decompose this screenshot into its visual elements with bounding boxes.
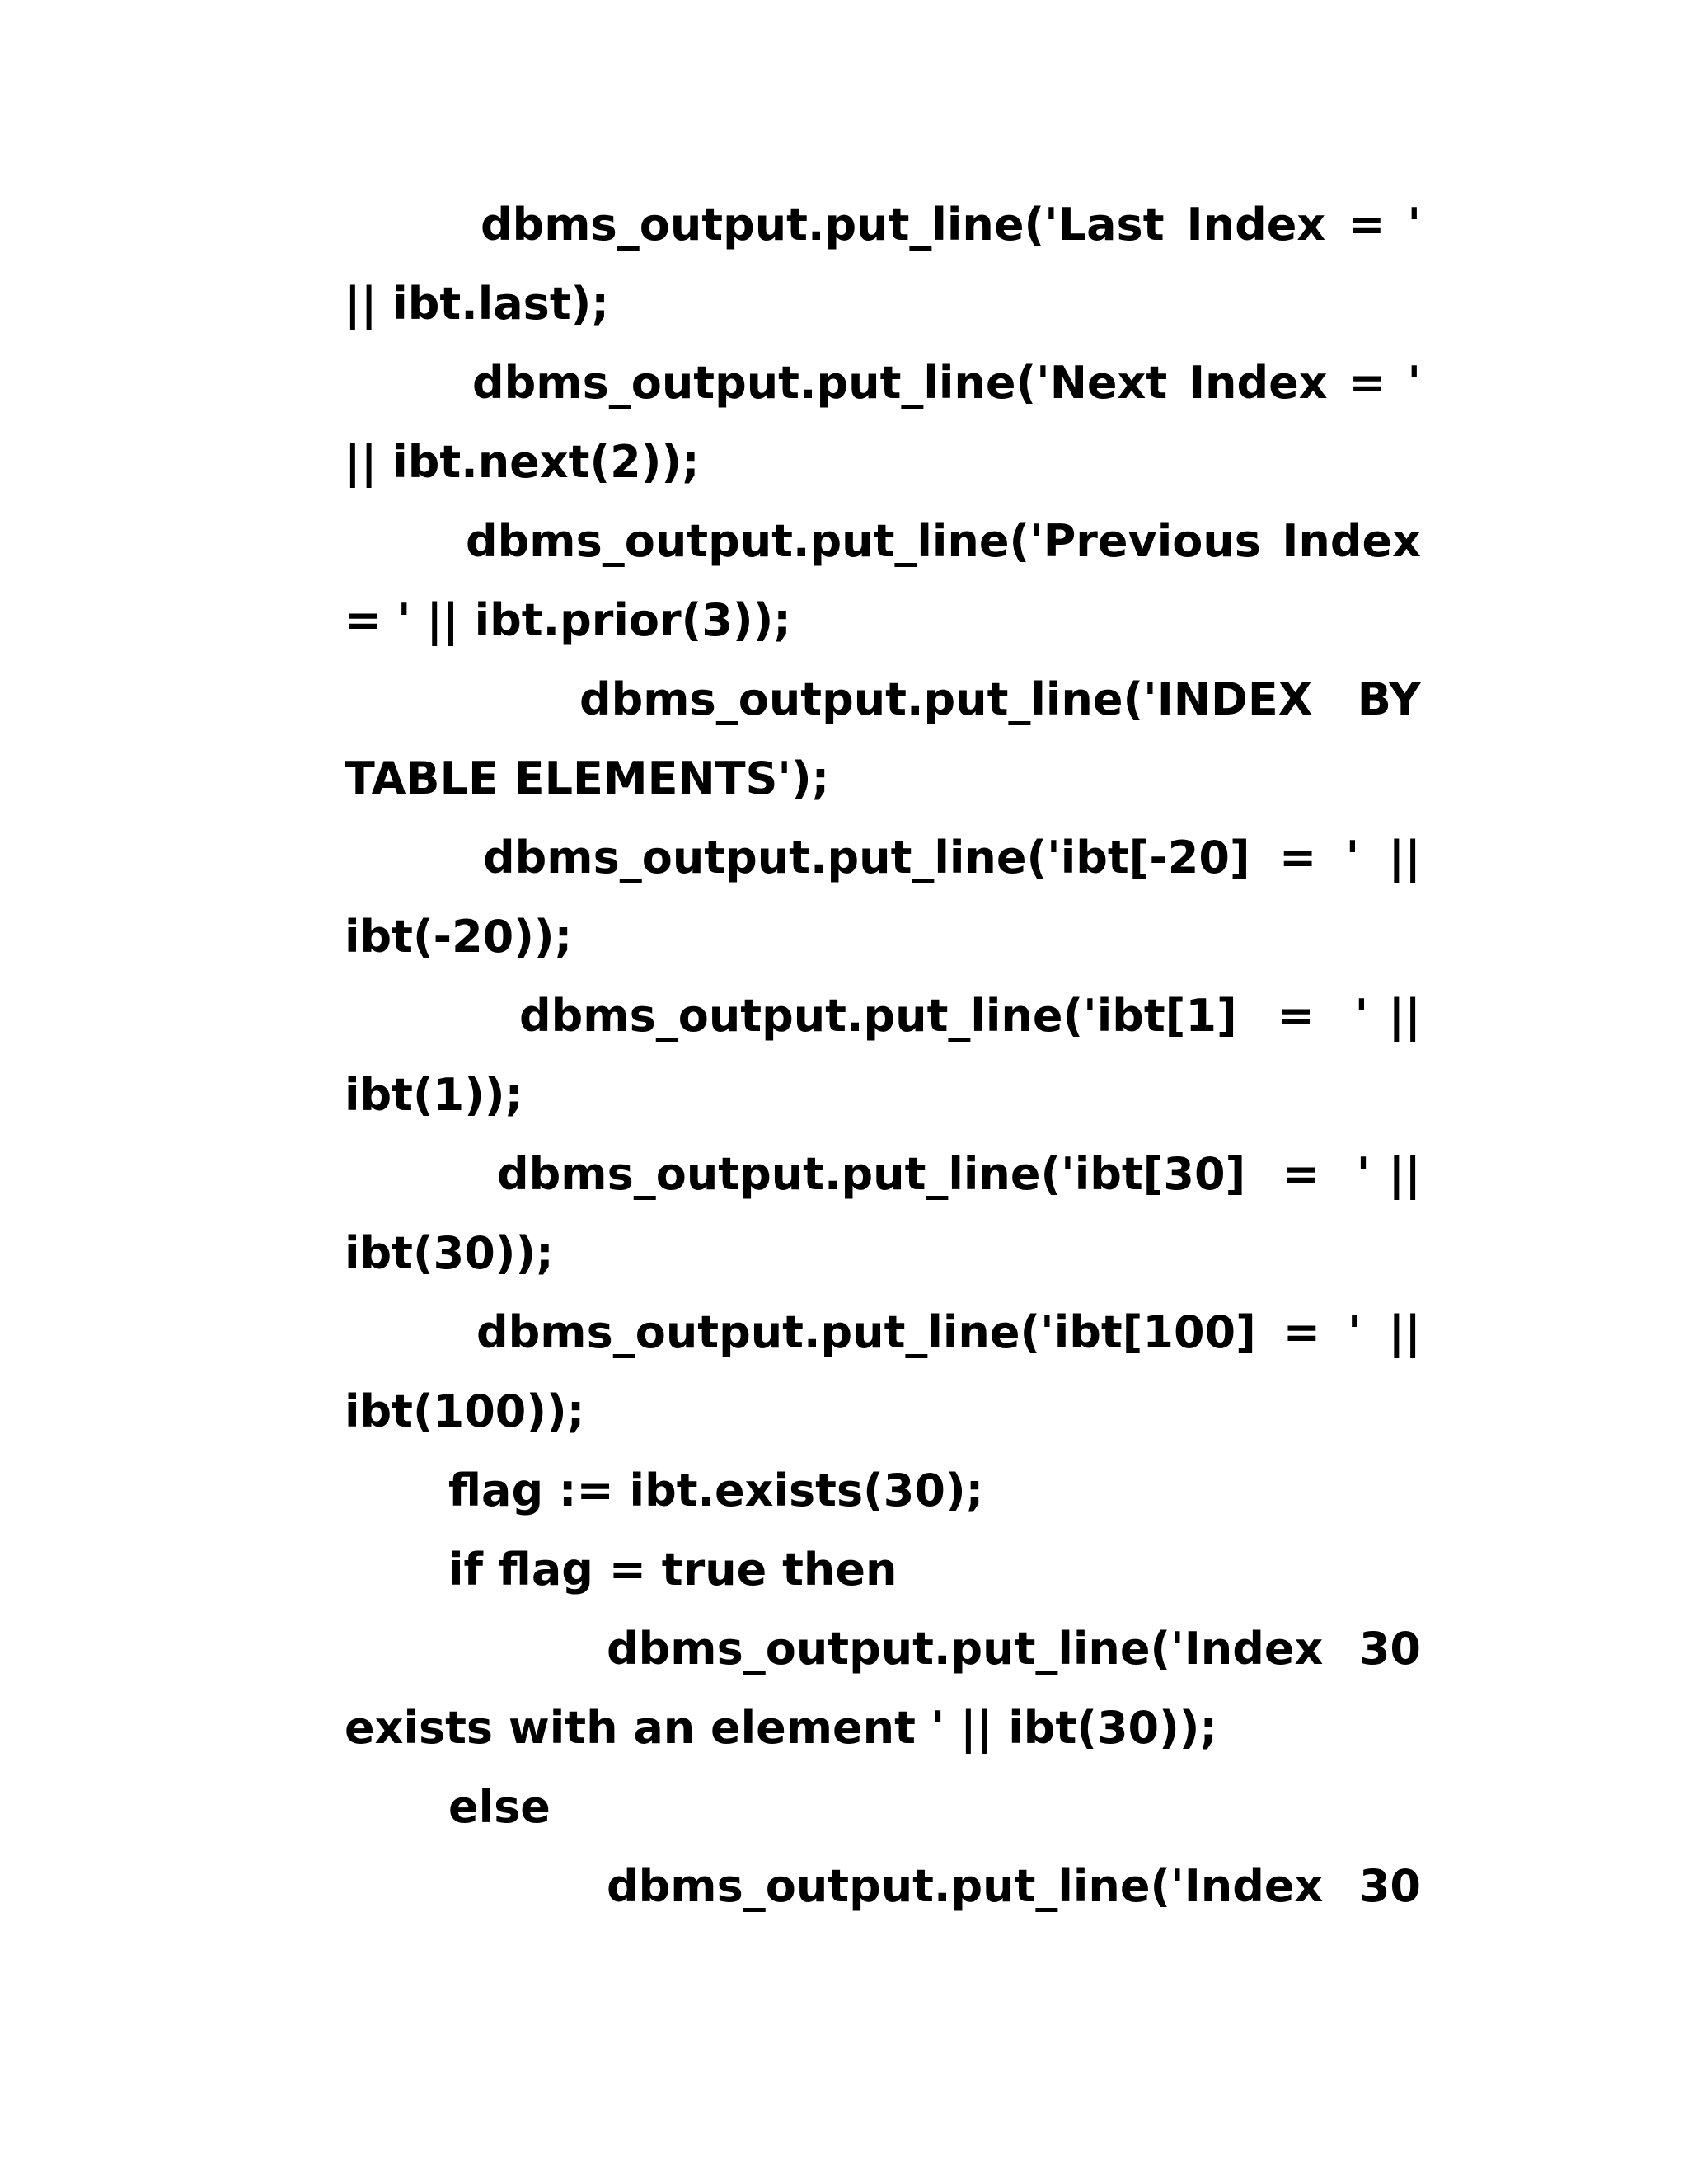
- code-line-9: dbms_output.put_line('ibt[-20] = ' ||: [483, 832, 1421, 883]
- code-line-8: TABLE ELEMENTS');: [345, 752, 830, 804]
- code-line-7: dbms_output.put_line('INDEX BY: [579, 673, 1421, 725]
- code-line-20: exists with an element ' || ibt(30));: [345, 1702, 1218, 1754]
- code-line-6: = ' || ibt.prior(3));: [345, 594, 791, 646]
- code-line-5: dbms_output.put_line('Previous Index: [466, 515, 1421, 567]
- code-line-4: || ibt.next(2));: [345, 436, 700, 488]
- code-line-21: else: [448, 1781, 551, 1833]
- code-line-22: dbms_output.put_line('Index 30: [607, 1860, 1421, 1912]
- code-line-16: ibt(100));: [345, 1385, 585, 1437]
- code-line-14: ibt(30));: [345, 1227, 554, 1279]
- code-line-15: dbms_output.put_line('ibt[100] = ' ||: [476, 1306, 1421, 1358]
- code-line-19: dbms_output.put_line('Index 30: [607, 1623, 1421, 1675]
- code-line-18: if flag = true then: [448, 1544, 898, 1596]
- code-line-17: flag := ibt.exists(30);: [448, 1465, 984, 1516]
- code-line-13: dbms_output.put_line('ibt[30] = ' ||: [497, 1148, 1421, 1200]
- code-line-12: ibt(1));: [345, 1069, 523, 1121]
- code-line-3: dbms_output.put_line('Next Index = ': [472, 357, 1421, 409]
- code-line-1: dbms_output.put_line('Last Index = ': [481, 199, 1421, 251]
- code-line-2: || ibt.last);: [345, 278, 609, 330]
- code-line-10: ibt(-20));: [345, 911, 573, 963]
- code-line-11: dbms_output.put_line('ibt[1] = ' ||: [519, 990, 1421, 1042]
